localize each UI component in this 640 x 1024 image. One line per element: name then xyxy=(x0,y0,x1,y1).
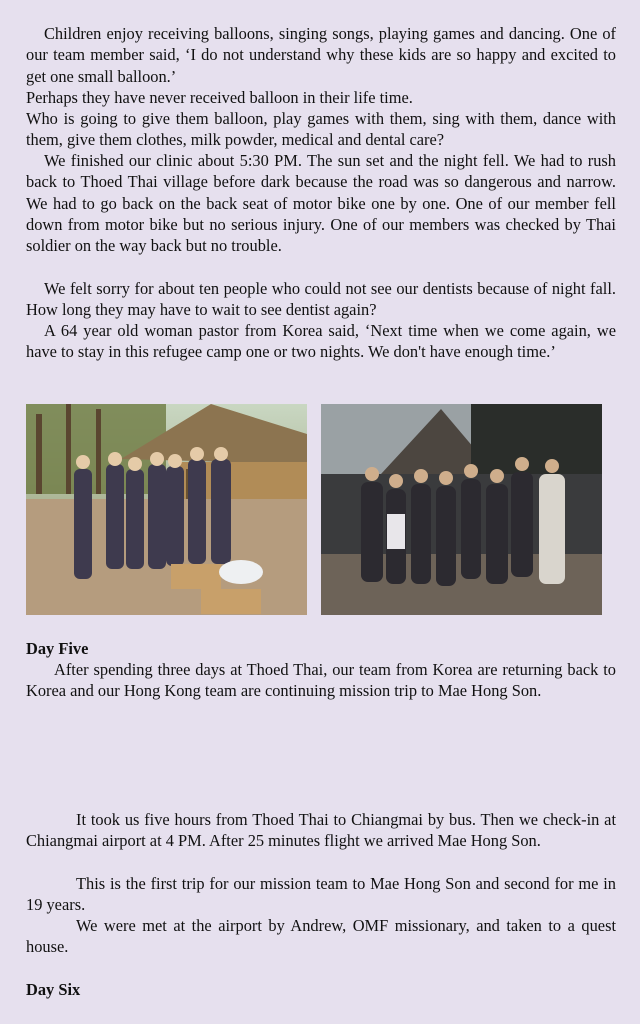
paragraph-perhaps: Perhaps they have never received balloon in their life time. xyxy=(26,88,413,107)
paragraph-first-trip: This is the first trip for our mission team to Mae Hong Son and second for me in 19 years. xyxy=(26,874,616,915)
photo-team-at-hut xyxy=(26,404,307,615)
paragraph-felt-sorry: We felt sorry for about ten people who could not see our dentists because of night fall. How long they may have to wait to see dentist again? xyxy=(26,279,616,320)
photo-group-at-dusk xyxy=(321,404,602,615)
heading-day-six: Day Six xyxy=(26,980,81,999)
paragraph-clinic-finished: We finished our clinic about 5:30 PM. The sun set and the night fell. We had to rush back to Thoed Thai village before dark because the road was so dangerous and narrow. We had to go back on the back seat of motor bike one by one. One of our member fell down from motor bike but no serious injury. One of our members was checked by Thai soldier on the way back but no trouble. xyxy=(26,151,616,256)
paragraph-bus-flight: It took us five hours from Thoed Thai to Chiangmai by bus. Then we check-in at Chiangmai airport at 4 PM. After 25 minutes flight we arrived Mae Hong Son. xyxy=(26,810,616,851)
paragraph-day-five: After spending three days at Thoed Thai, our team from Korea are returning back to Korea and our Hong Kong team are continuing mission trip to Mae Hong Son. xyxy=(26,660,616,701)
heading-day-five: Day Five xyxy=(26,639,89,658)
paragraph-who-is-going: Who is going to give them balloon, play games with them, sing with them, dance with them, give them clothes, milk powder, medical and dental care? xyxy=(26,109,616,150)
paragraph-met-at-airport: We were met at the airport by Andrew, OMF missionary, and taken to a quest house. xyxy=(26,916,616,957)
paragraph-balloons: Children enjoy receiving balloons, singing songs, playing games and dancing. One of our team member said, ‘I do not understand why these kids are so happy and excited to get one small balloon.’ xyxy=(26,24,616,86)
paragraph-woman-pastor: A 64 year old woman pastor from Korea said, ‘Next time when we come again, we have to stay in this refugee camp one or two nights. We don't have enough time.’ xyxy=(26,321,616,362)
